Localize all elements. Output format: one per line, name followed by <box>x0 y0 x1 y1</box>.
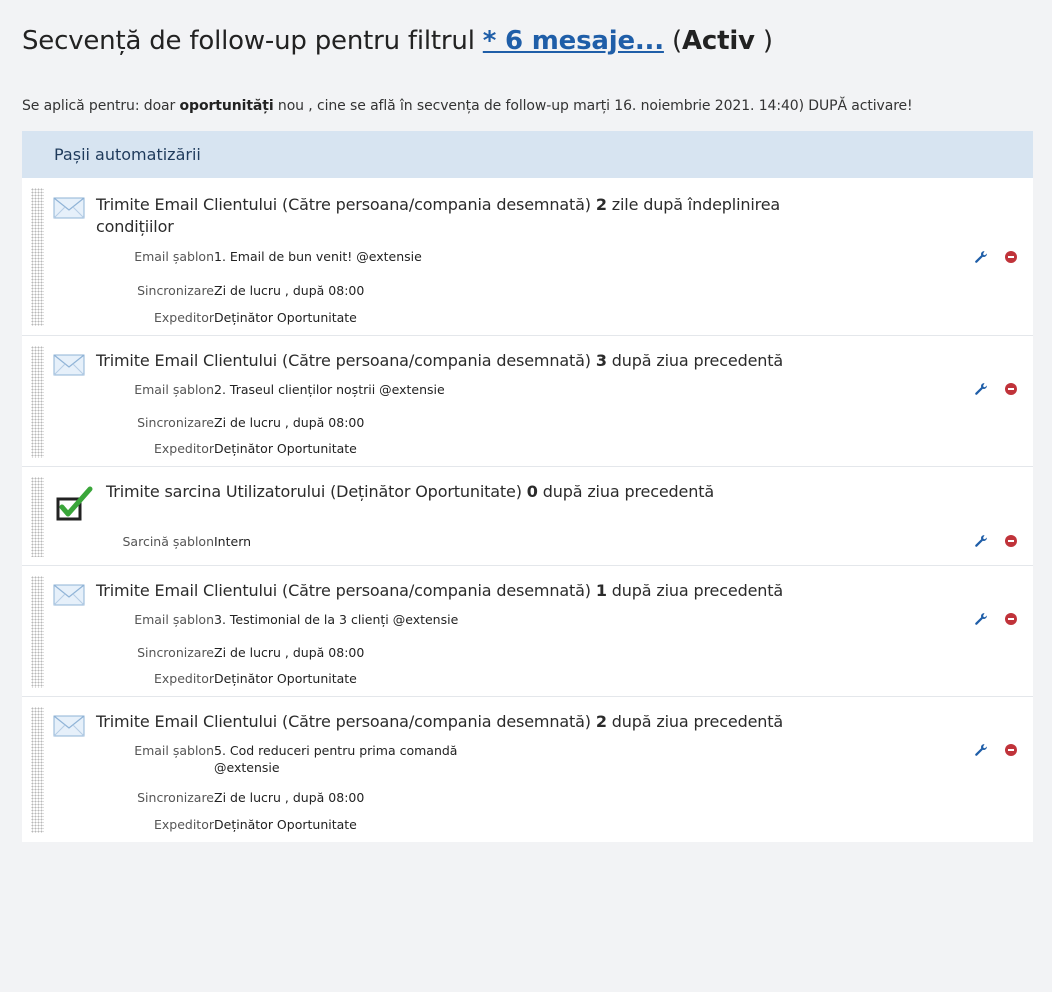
row-value: Zi de lucru , după 08:00 <box>214 645 365 660</box>
step-4 <box>22 566 1033 697</box>
envelope-icon <box>53 715 85 741</box>
step-title: Trimite Email Clientului (Către persoana/compania desemnată) 1 după ziua precedentă <box>96 581 784 600</box>
row-label: Sincronizare <box>137 283 214 298</box>
envelope-icon <box>53 584 85 610</box>
task-check-icon <box>56 485 96 527</box>
row-label: Expeditor <box>153 817 214 832</box>
applies-text <box>22 98 913 114</box>
row-value: Zi de lucru , după 08:00 <box>214 415 365 430</box>
wrench-icon[interactable] <box>973 742 989 758</box>
row-label: Expeditor <box>153 310 214 325</box>
step-5 <box>22 697 1033 842</box>
row-label: Expeditor <box>153 671 214 686</box>
title-prefix: Secvență de follow-up pentru filtrul <box>22 26 475 56</box>
status-text: Activ <box>681 26 755 56</box>
row-label: Email șablon <box>134 382 214 397</box>
row-value: Intern <box>214 534 252 549</box>
row-value: 5. Cod reduceri pentru prima comandă @extensie <box>214 743 458 775</box>
step-actions <box>973 249 1019 265</box>
row-label: Sincronizare <box>137 645 214 660</box>
row-value: Deținător Oportunitate <box>214 817 357 832</box>
step-actions <box>973 533 1019 549</box>
step-delay: 1 <box>595 581 607 600</box>
step-title: Trimite Email Clientului (Către persoana/compania desemnată) 2 zile după îndeplinirea condițiilor <box>96 195 781 236</box>
step-delay: 0 <box>526 482 538 501</box>
row-label: Email șablon <box>134 612 214 627</box>
row-value: 3. Testimonial de la 3 clienți @extensie <box>214 612 459 627</box>
step-actions <box>973 381 1019 397</box>
row-value: Deținător Oportunitate <box>214 310 357 325</box>
step-3 <box>22 467 1033 566</box>
row-value: 2. Traseul clienților noștrii @extensie <box>214 382 445 397</box>
envelope-icon <box>53 197 85 223</box>
filter-link[interactable]: * 6 mesaje... <box>482 26 664 56</box>
step-delay: 2 <box>595 712 607 731</box>
drag-handle[interactable] <box>31 188 44 326</box>
applies-prefix: Se aplică pentru: doar <box>22 98 176 114</box>
step-delay: 3 <box>595 351 607 370</box>
step-actions <box>973 611 1019 627</box>
steps-panel <box>22 131 1033 842</box>
row-label: Sincronizare <box>137 415 214 430</box>
remove-icon[interactable] <box>1003 249 1019 265</box>
step-title: Trimite Email Clientului (Către persoana/compania desemnată) 3 după ziua precedentă <box>96 351 784 370</box>
wrench-icon[interactable] <box>973 381 989 397</box>
applies-suffix: nou , cine se află în secvența de follow-up marți 16. noiembrie 2021. 14:40) DUPĂ activare! <box>277 98 913 114</box>
step-2 <box>22 336 1033 467</box>
remove-icon[interactable] <box>1003 742 1019 758</box>
applies-entity: oportunități <box>179 98 274 114</box>
step-title: Trimite sarcina Utilizatorului (Deținător Oportunitate) 0 după ziua precedentă <box>106 482 715 501</box>
step-title: Trimite Email Clientului (Către persoana/compania desemnată) 2 după ziua precedentă <box>96 712 784 731</box>
status-open: ( <box>672 26 682 56</box>
envelope-icon <box>53 354 85 380</box>
row-value: Zi de lucru , după 08:00 <box>214 790 365 805</box>
drag-handle[interactable] <box>31 576 44 688</box>
remove-icon[interactable] <box>1003 381 1019 397</box>
status-close: ) <box>754 26 773 56</box>
row-value: Deținător Oportunitate <box>214 441 357 456</box>
row-value: Zi de lucru , după 08:00 <box>214 283 365 298</box>
page-title <box>22 26 773 56</box>
row-label: Email șablon <box>134 249 214 264</box>
panel-header: Pașii automatizării <box>22 131 1033 178</box>
drag-handle[interactable] <box>31 707 44 833</box>
wrench-icon[interactable] <box>973 249 989 265</box>
drag-handle[interactable] <box>31 346 44 458</box>
drag-handle[interactable] <box>31 477 44 557</box>
row-label: Sarcină șablon <box>122 534 214 549</box>
row-label: Expeditor <box>153 441 214 456</box>
row-value: Deținător Oportunitate <box>214 671 357 686</box>
remove-icon[interactable] <box>1003 611 1019 627</box>
row-label: Email șablon <box>134 743 214 758</box>
step-delay: 2 <box>595 195 607 214</box>
row-value: 1. Email de bun venit! @extensie <box>214 249 422 264</box>
row-label: Sincronizare <box>137 790 214 805</box>
step-1 <box>22 178 1033 336</box>
wrench-icon[interactable] <box>973 533 989 549</box>
remove-icon[interactable] <box>1003 533 1019 549</box>
step-actions <box>973 742 1019 758</box>
wrench-icon[interactable] <box>973 611 989 627</box>
